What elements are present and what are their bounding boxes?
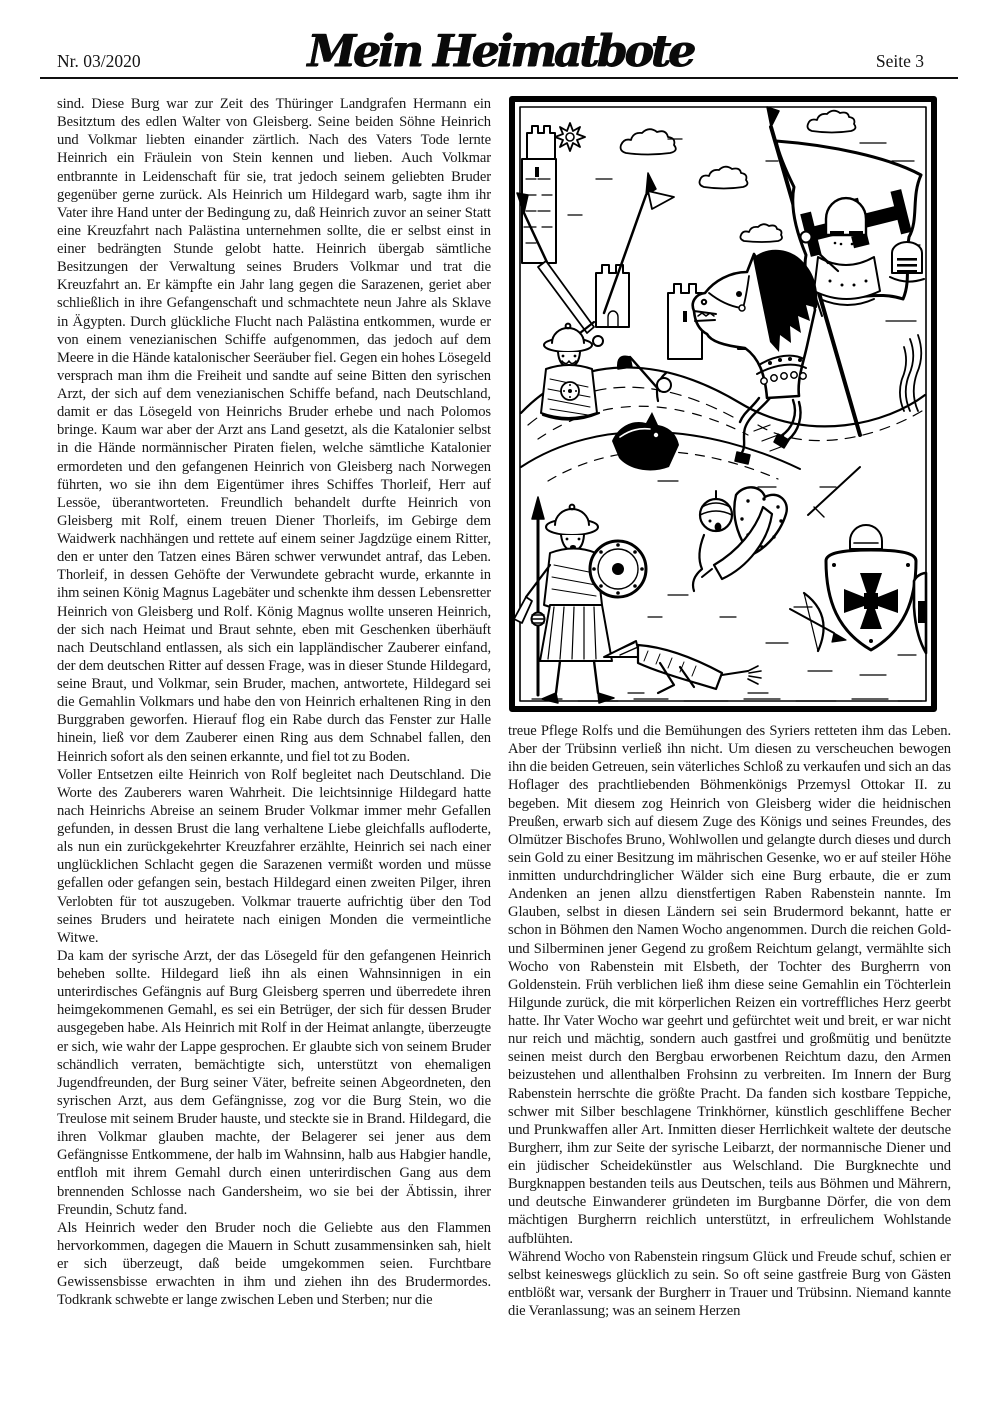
- paragraph: treue Pflege Rolfs und die Bemühungen des Syriers retteten ihm das Leben. Aber der Trübsinn verließ ihn nicht. Um diesen zu verscheuchen bewogen ihn die beiden Getreuen, sein väterliches Schloß zu verkaufen und sich an das Hoflager des prachtliebenden Böhmenkönigs Przemysl Ottokar II. zu begeben. Mit diesem zog Heinrich von Gleisberg wider die heidnischen Preußen, erwarb sich auf diesem Zuge des Königs und seines Freundes, des Olmützer Bischofes Bruno, Wohlwollen und gelangte durch dieses und durch sein Gold zu einer Besitzung im mährischen Gesenke, wo er auf steiler Höhe inmitten undurchdringlicher Wälder sich eine Burg erbaute, die er zum Andenken an jenen allzu dienstfertigen Raben Rabenstein nannte. Im Glauben, selbst in diesen Ländern sei sein Brudermord bekannt, hatte er schon in Böhmen den Namen Wocho angenommen. Durch die reichen Gold- und Silberminen jener Gegend zu großem Reichtum gelangt, vermählte sich Wocho von Rabenstein mit Elsbeth, der Tochter des Burgherrn von Goldenstein. Früh verblichen ließ ihm diese seine Gemahlin ein Töchterlein Hilgunde zurück, die mit körperlichen Reizen ein vortreffliches Herz geerbt hatte. Ihr Vater Wocho war geehrt und gefürchtet weit und breit, er war nicht nur reich und mächtig, sondern auch gastfrei und großmütig und benützte seinen meist durch den Bergbau erworbenen Reichtum dazu, den Armen beizustehen und allenthalben Frohsinn zu verbreiten. Im Innern der Burg Rabenstein herrschte die größte Pracht. Da fanden sich kostbare Teppiche, schwer mit Silber beschlagene Trinkhörner, künstlich geschliffene Becher und Prunkwaffen aller Art. Inmitten dieser Herrlichkeit waltete der deutsche Burgherr, ihm zur Seite der syrische Leibarzt, der normannische Diener und ein jüdischer Scheidekünstler aus Welschland. Die Burgknechte und Burgknappen bestanden teils aus Deutschen, teils aus Böhmen und Mährern, und deutsche Einwanderer gründeten im Burgbanne Dörfer, die von dem mächtigen Burgherrn reichlich unterstützt, in erfreulichem Wohlstande aufblühten.: [508, 723, 951, 1247]
- issue-number: Nr. 03/2020: [57, 51, 141, 71]
- paragraph: Während Wocho von Rabenstein ringsum Glück und Freude schuf, schien er selbst keineswegs glücklich zu sein. So oft seine gastfreie Burg von Gästen entblößt war, versank der Burgherr in Trauer und Trübsinn. Niemand kannte die Veranlassung; was an seinem Herzen: [508, 1248, 951, 1319]
- paragraph: Als Heinrich weder den Bruder noch die Geliebte aus den Flammen hervorkommen, dagegen die Mauern in Schutt zusammensinken sah, hielt er sich überzeugt, daß beide umgekommen seien. Furchtbare Gewissensbisse erwachten in ihm und ziehen ihn des Brudermordes. Todkrank schwebte er lange zwischen Leben und Sterben; nur die: [57, 1219, 491, 1309]
- woodcut-illustration: [508, 95, 938, 713]
- paragraph: sind. Diese Burg war zur Zeit des Thüringer Landgrafen Hermann ein Besitztum des edlen Walter von Gleisberg. Seine beiden Söhne Heinrich und Volkmar liebten einander zärtlich. Nach des Vaters Tode lernte Heinrich ein Fräulein von Stein kennen und lieben. Auch Volkmar entbrannte in Leidenschaft für sie, trat jedoch seinem geliebten Bruder gegenüber gerne zurück. Als Heinrich um Hildegard warb, sagte ihm ihr Vater ihre Hand unter der Bedingung zu, daß Heinrich zuvor an seiner Statt eine Kreuzfahrt nach Palästina unternehmen sollte, die er selbst einst in einer bedrängten Stunde gelobt hatte. Heinrich übergab sämtliche Besitzungen der Verwaltung seines Bruders Volkmar und trat die Kreuzfahrt an. Er kämpfte ein Jahr lang gegen die Sarazenen, geriet aber schließlich in ihre Gefangenschaft und schmachtete neun Jahre als Sklave in Ägypten. Durch glückliche Flucht nach Palästina entkommen, wurde er von einem venezianischen Schiffe aufgenommen, das jedoch auf dem Meere in die Hände katalonischer Seeräuber fiel. Gegen ein hohes Lösegeld versprach man ihm die Freiheit und sandte auf seine Bitten den syrischen Arzt, der sich auf dem venezianischen Schiffe befand, nach Deutschland, damit er das Lösegeld von Heinrichs Bruder erhebe und nach Polomos bringe. Kaum war aber der Arzt ans Land gesetzt, als die Katalonier selbst in die Hände normännischer Piraten fielen, welche sämtliche Katalonier ermordeten und den gefangenen Heinrich von Gleisberg nach Norwegen führten, wo sie ihn dem Eigentümer ihres Schiffes Thorleif, Herr auf Lessöe, überantworteten. Freundlich behandelt durfte Heinrich von Gleisberg mit Rolf, einem treuen Diener Thorleifs, im Gebirge dem Waidwerk nachhängen und rettete auf einem seiner Jagdzüge einem Ritter, den er unter den Tatzen eines Bären schwer verwundet antraf, das Leben. Thorleif, in dessen Gehöfte der Verwundete gebracht wurde, erkannte in ihm seinen König Magnus Lagebäter und schenkte ihm dessen Lebensretter Heinrich von Gleisberg und Rolf. König Magnus wollte unseren Heinrich, der sich nach Heimat und Braut sehnte, eben mit Geschenken überhäuft nach Deutschland entlassen, als sich ein lappländischer Zauberer einfand, der dem deutschen Ritter auf dessen Frage, was in dieser Stunde Hildegard, seine Braut, und Volkmar, sein Bruder, machen, antwortete, Hildegard sei die Gemahlin Volkmars und habe den von Heinrich erhaltenen Ring in den Burggraben geworfen. Hierauf flog ein Rabe durch das Fenster zur Halle hinein, ließ vor dem Zauberer einen Ring aus dem Schnabel fallen, den Heinrich sofort als den seinen erkannte, und fiel tot zu Boden.: [57, 96, 491, 765]
- helm: [850, 525, 882, 549]
- masthead-title: Mein Heimatbote: [307, 26, 693, 77]
- sun-icon: [555, 123, 585, 151]
- left-text-column: [57, 95, 491, 1381]
- page-number: Seite 3: [875, 51, 924, 71]
- watchtower: [596, 265, 629, 327]
- right-text-column: [508, 95, 951, 1381]
- header-rule: [40, 77, 958, 79]
- paragraph: Da kam der syrische Arzt, der das Lösegeld für den gefangenen Heinrich beheben sollte. Hildegard ließ ihn als einen Wahnsinnigen in ein unterirdisches Gefängnis auf Burg Gleisberg sperren und überredete ihren heimgekommenen Gemahl, es sei ein Betrüger, der sich für dessen Bruder ausgegeben habe. Als Heinrich mit Rolf in der Heimat anlangte, überzeugte er sich, wie wahr der Lappe gesprochen. Er glaubte sich von seinem Bruder schändlich verraten, bemächtigte sich, unterstützt von ehemaligen Jugendfreunden, der Burg seiner Väter, befreite seinen Abgeordneten, den syrischen Arzt, aus dem Gefängnisse, zog vor die Burg Stein, wo die Treulose mit seinem Bruder hauste, und steckte sie in Brand. Hildegard, die ihren Volkmar glauben machte, der Belagerer sei jener aus dem Gefängnisse Entkommene, der halb im Wahnsinn, halb aus Habgier handle, entfloh mit ihrem Gemahl durch einen unterirdischen Gang aus dem brennenden Schlosse nach Gandersheim, wo sie bei der Äbtissin, ihrer Freundin, Schutz fand.: [57, 947, 491, 1218]
- paragraph: Voller Entsetzen eilte Heinrich von Rolf begleitet nach Deutschland. Die Worte des Zauberers waren Wahrheit. Die leichtsinnige Hildegard hatte nach Heinrichs Abreise an seinem Bruder Volkmar immer mehr Gefallen gefunden, in dessen Brust die lang verhaltene Liebe gleichfalls aufloderte, als nun ein zurückgekehrter Kreuzfahrer erzählte, Heinrich sei nach einer unglücklichen Schlacht gegen die Sarazenen vermißt worden und müsse gefallen oder gefangen sein, bestach Hildegard einen zweiten Pilger, ihren Verlobten für tot auszugeben. Volkmar trauerte aufrichtig über den Tod seines Bruders und heiratete nach einigen Monden die vermeintliche Witwe.: [57, 766, 491, 946]
